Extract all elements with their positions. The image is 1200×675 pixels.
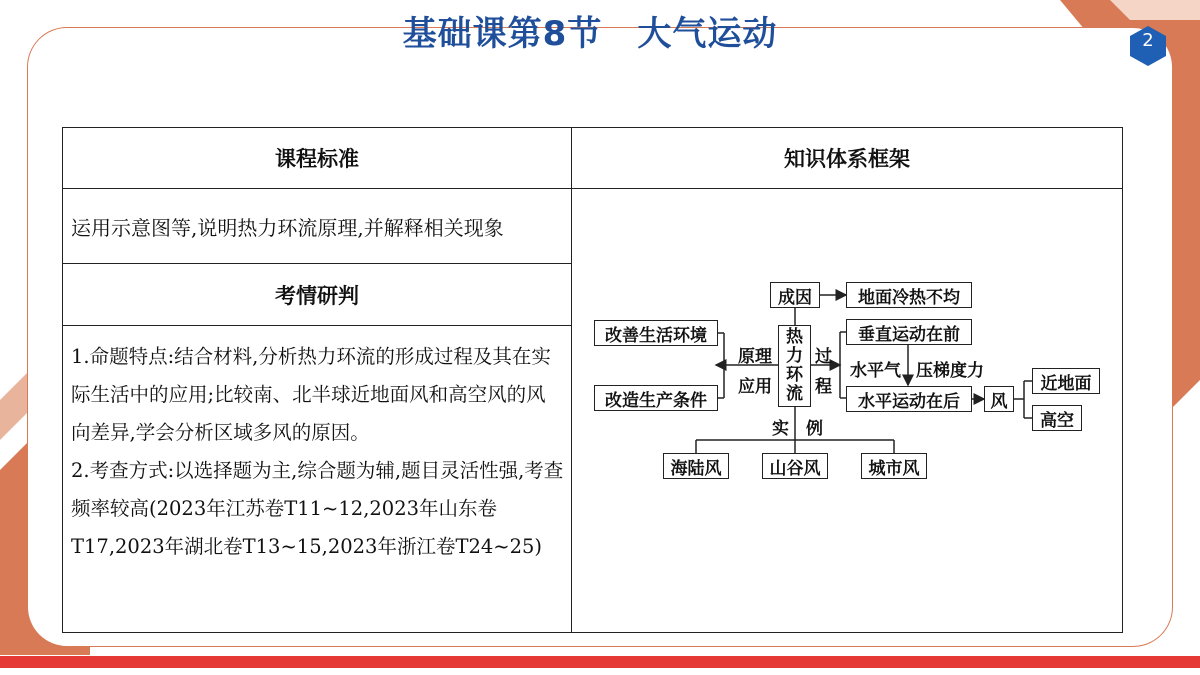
process-label-2: 程 — [815, 377, 832, 397]
bottom-red-bar — [0, 656, 1200, 668]
horizontal-force-label-2: 压梯度力 — [916, 361, 984, 381]
improve-production-box: 改造生产条件 — [594, 385, 718, 411]
header-exam-analysis: 考情研判 — [63, 264, 572, 326]
page-number: 2 — [1142, 30, 1154, 51]
analysis-point-1: 1.命题特点:结合材料,分析热力环流的形成过程及其在实际生活中的应用;比较南、北半球近地面风和高空风的风向差异,学会分析区域多风的原因。 — [71, 345, 551, 444]
application-label: 应用 — [738, 377, 772, 397]
urban-breeze-box: 城市风 — [861, 453, 927, 479]
header-course-standard: 课程标准 — [63, 128, 572, 189]
improve-environment-box: 改善生活环境 — [594, 320, 718, 346]
analysis-point-2: 2.考查方式:以选择题为主,综合题为辅,题目灵活性强,考查频率较高(2023年江苏卷T11~12,2023年山东卷T17,2023年湖北卷T13~15,2023年浙江卷T24~25) — [71, 459, 564, 558]
slide-title: 基础课第8节 大气运动 — [402, 14, 778, 54]
cause-result-box: 地面冷热不均 — [846, 282, 972, 308]
center-char-4: 流 — [786, 384, 803, 404]
principle-label: 原理 — [738, 347, 772, 367]
center-char-2: 力 — [786, 346, 803, 366]
near-ground-box: 近地面 — [1032, 368, 1100, 394]
center-char-3: 环 — [786, 365, 803, 385]
example-label: 实 例 — [772, 419, 823, 439]
header-knowledge-framework: 知识体系框架 — [572, 128, 1123, 189]
thermal-circulation-box — [778, 325, 811, 407]
high-altitude-box: 高空 — [1032, 405, 1082, 431]
center-char-1: 热 — [786, 327, 803, 347]
process-label-1: 过 — [815, 347, 832, 367]
wind-box: 风 — [984, 386, 1014, 412]
horizontal-force-label-1: 水平气 — [850, 361, 901, 381]
sea-land-breeze-box: 海陆风 — [663, 453, 729, 479]
exam-analysis-text — [63, 326, 572, 633]
mountain-valley-breeze-box: 山谷风 — [762, 453, 828, 479]
course-standard-text: 运用示意图等,说明热力环流原理,并解释相关现象 — [63, 189, 572, 264]
horizontal-motion-box: 水平运动在后 — [846, 386, 972, 412]
cause-box: 成因 — [770, 282, 820, 308]
vertical-motion-box: 垂直运动在前 — [846, 319, 972, 345]
